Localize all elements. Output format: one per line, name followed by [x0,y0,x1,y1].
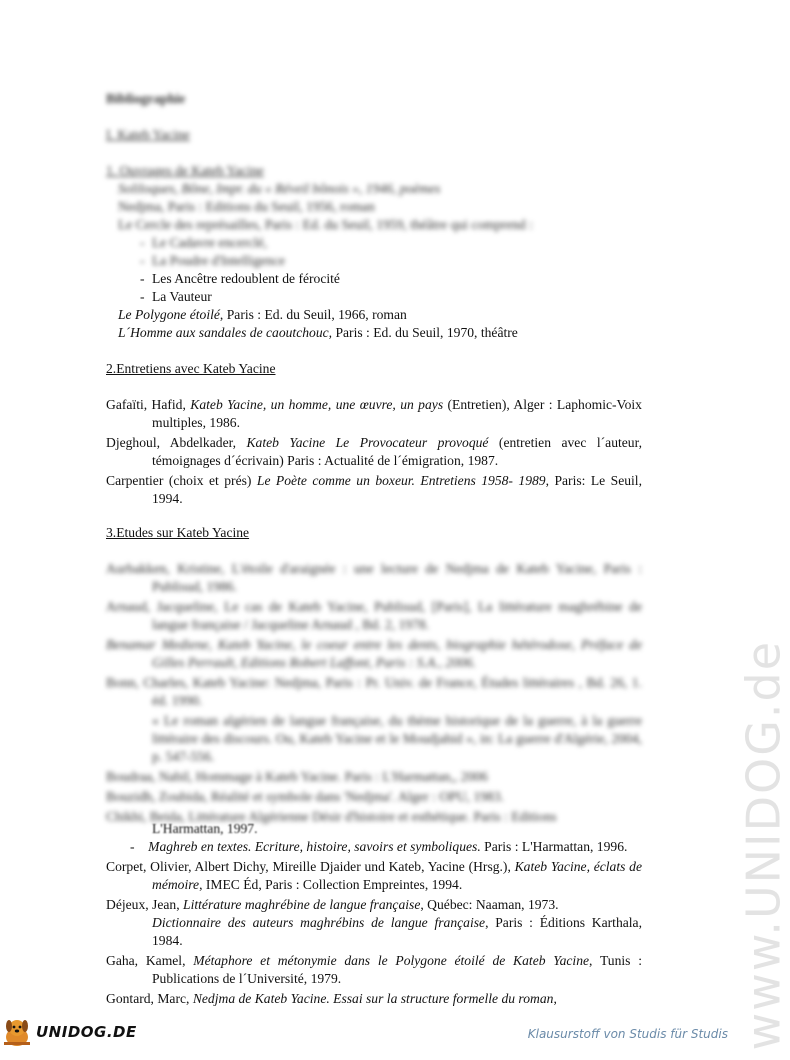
djeghoul-rest: (entretien avec l´auteur, témoignages d´écrivain) Paris : Actualité de l´émigration, 1987. [152,435,642,468]
ouvrage-cercle: Le Cercle des représailles, Paris : Ed. du Seuil, 1959, théâtre qui comprend : [118,217,533,232]
document-body [106,90,642,1010]
etude-bonn: Bonn, Charles, Kateb Yacine: Nedjma, Paris : Pr. Univ. de France, Études littéraires , Bd. 26, 1. éd. 1990. [106,675,642,708]
entretien-djeghoul [106,434,642,470]
gafaiti-rest: (Entretien), Alger : Laphomic-Voix multiples, 1986. [152,397,642,430]
play-ancetres-label: Les Ancêtre redoublent de férocité [152,271,340,286]
dejeux-dict-title: Dictionnaire des auteurs maghrébins de langue française [152,915,486,930]
ouvrage-polygone-rest: , Paris : Ed. du Seuil, 1966, roman [219,307,407,322]
gaha-rest: , Tunis : Publications de l´Université, 1979. [152,953,642,986]
gaha-title: Métaphore et métonymie dans le Polygone étoilé de Kateb Yacine [193,953,590,968]
dejeux-dict-rest: , Paris : Éditions Karthala, 1984. [152,915,642,948]
bibliography-title: Bibliographie [106,91,186,106]
corpet-title: Kateb Yacine, éclats de mémoire [152,859,642,892]
ouvrage-soliloques: Soliloques, Bône, Impr. du « Réveil bônois », 1946, poèmes [118,181,441,196]
carpentier-title: Le Poète comme un boxeur. Entretiens 1958- 1989 [256,473,546,488]
djeghoul-title: Kateb Yacine Le Provocateur provoqué [246,435,489,450]
carpentier-author: Carpentier (choix et prés) [106,473,257,488]
carpentier-rest: , Paris: Le Seuil, 1994. [152,473,642,506]
subsection-ouvrages-title: 1. Ouvrages de Kateb Yacine [106,163,264,178]
subsection-etudes-title: 3.Etudes sur Kateb Yacine [106,525,250,540]
play-ancetres [106,270,642,288]
play-vauteur [106,288,642,306]
gafaiti-title: Kateb Yacine, un homme, une œuvre, un pays [190,397,444,412]
etude-bonn-article: « Le roman algérien de langue française, du thème historique de la guerre, à la guerre littéraire des discours. Ou, Kateb Yacine et le Moudjahid », in: La guerre d'Algérie, 2004, p. 547-556. [152,713,642,764]
watermark: www.UNIDOG.de [736,640,790,1051]
etude-dejeux-dict [106,914,642,950]
etude-chikhi: Chikhi, Beida, Littérature Algérienne Désir d'histoire et esthétique. Paris : Editions [106,809,557,824]
play-cadavre [106,234,642,252]
corpet-rest: , IMEC Éd, Paris : Collection Empreintes, 1994. [199,877,463,892]
entretien-gafaiti [106,396,642,432]
dejeux-rest: , Québec: Naaman, 1973. [420,897,559,912]
etude-boudraa: Boudraa, Nabil, Hommage à Kateb Yacine. Paris : L'Harmattan,, 2006 [106,769,488,784]
etude-bouzidh: Bouzidh, Zoubida, Réalité et symbole dans 'Nedjma'. Alger : OPU, 1983. [106,789,504,804]
dog-icon [0,1015,34,1049]
etude-aurbakken: Aurbakken, Kristine, L'étoile d'araignée : une lecture de Nedjma de Kateb Yacine, Paris : Publisud, 1986. [106,561,642,594]
ouvrage-homme [106,324,642,342]
etude-arnaud: Arnaud, Jacqueline, Le cas de Kateb Yacine, Publisud, [Paris], La littérature maghrébine de langue française / Jacqueline Arnaud , Bd. 2, 1978. [106,599,642,632]
play-poudre-label: La Poudre d'Intelligence [152,253,286,268]
maghreb-title: Maghreb en textes. Ecriture, histoire, savoirs et symboliques. [148,839,481,854]
entretien-carpentier [106,472,642,508]
footer-tagline: Klausurstoff von Studis für Studis [527,1027,728,1041]
gontard-author: Gontard, Marc, [106,991,193,1006]
dejeux-title: Littérature maghrébine de langue française [183,897,421,912]
ouvrage-polygone [106,306,642,324]
subsection-entretiens-title: 2.Entretiens avec Kateb Yacine [106,361,276,376]
maghreb-rest: Paris : L'Harmattan, 1996. [480,839,628,854]
ouvrage-homme-title: L´Homme aux sandales de caoutchouc, [118,325,333,340]
corpet-author: Corpet, Olivier, Albert Dichy, Mireille Djaider und Kateb, Yacine (Hrsg.), [106,859,515,874]
dejeux-author: Déjeux, Jean, [106,897,184,912]
unidog-logo[interactable] [0,1015,137,1049]
ouvrage-homme-rest: Paris : Ed. du Seuil, 1970, théâtre [332,325,518,340]
etude-corpet [106,858,642,894]
logo-text: UNIDOG.DE [36,1023,137,1041]
djeghoul-author: Djeghoul, Abdelkader, [106,435,247,450]
etude-dejeux [106,896,642,914]
etude-maghreb [106,838,642,856]
maghreb-dash: - [130,839,149,854]
ouvrage-nedjma: Nedjma, Paris : Editions du Seuil, 1956, roman [118,199,375,214]
gaha-author: Gaha, Kamel, [106,953,194,968]
ouvrage-polygone-title: Le Polygone étoilé [118,307,220,322]
etude-gontard [106,990,642,1008]
etude-gaha [106,952,642,988]
etude-benamar: Benamar Mediene, Kateb Yacine, le coeur entre les dents, biographie hétérodoxe, Préface de Gilles Perrault, Editions Robert Laffont, Paris : S.A., 2006. [106,637,642,670]
gontard-title: Nedjma de Kateb Yacine. Essai sur la structure formelle du roman [192,991,554,1006]
play-poudre [106,252,642,270]
etude-chikhi-publisher: L'Harmattan, 1997. [152,821,258,836]
gafaiti-author: Gafaïti, Hafid, [106,397,191,412]
play-vauteur-label: La Vauteur [152,289,212,304]
play-cadavre-label: Le Cadavre encerclé, [152,235,268,250]
section-heading-kateb: I. Kateb Yacine [106,127,190,142]
gontard-rest: , [553,991,557,1006]
